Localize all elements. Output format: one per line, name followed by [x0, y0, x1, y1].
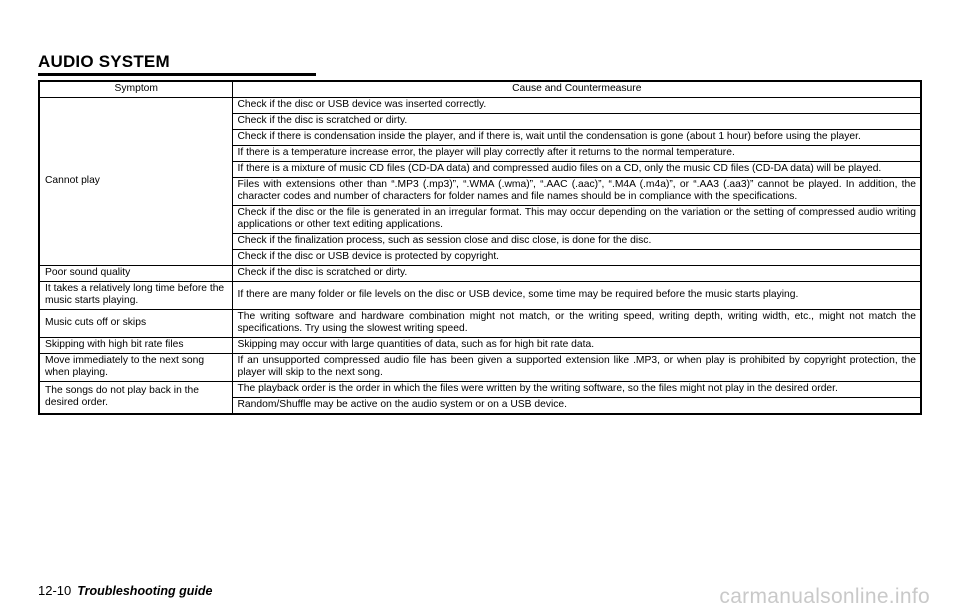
page-number: 12-10 [38, 583, 72, 598]
cause-cell: If there are many folder or file levels on the disc or USB device, some time may be required before the music starts playing. [232, 282, 921, 310]
table-row [39, 282, 921, 310]
troubleshooting-table [38, 80, 922, 415]
footer-section-name: Troubleshooting guide [77, 584, 213, 598]
cause-cell: If there is a temperature increase error, the player will play correctly after it returns to the normal temperature. [232, 146, 921, 162]
symptom-cell: It takes a relatively long time before the music starts playing. [39, 282, 232, 310]
symptom-cell: The songs do not play back in the desired order. [39, 382, 232, 415]
table-row [39, 338, 921, 354]
section-title-rule [38, 73, 316, 76]
column-header-cause: Cause and Countermeasure [232, 81, 921, 98]
cause-cell: Check if the disc or USB device is protected by copyright. [232, 250, 921, 266]
column-header-symptom: Symptom [39, 81, 232, 98]
cause-cell: Check if the finalization process, such as session close and disc close, is done for the disc. [232, 234, 921, 250]
symptom-cell: Music cuts off or skips [39, 310, 232, 338]
cause-cell: Check if the disc or USB device was inserted correctly. [232, 98, 921, 114]
table-row [39, 354, 921, 382]
cause-cell: Files with extensions other than “.MP3 (.mp3)”, “.WMA (.wma)”, “.AAC (.aac)”, “.M4A (.m4a)”, or “.AA3 (.aa3)” cannot be played. In addition, the character codes and number of characters for folder names and file names should be in compliance with the specifications. [232, 178, 921, 206]
symptom-cell: Move immediately to the next song when playing. [39, 354, 232, 382]
table-header-row [39, 81, 921, 98]
table-row [39, 266, 921, 282]
cause-cell: The writing software and hardware combination might not match, or the writing speed, writing depth, writing width, etc., might not match the specifications. Try using the slowest writing speed. [232, 310, 921, 338]
cause-cell: Skipping may occur with large quantities of data, such as for high bit rate data. [232, 338, 921, 354]
cause-cell: The playback order is the order in which the files were written by the writing software, so the files might not play in the desired order. [232, 382, 921, 398]
cause-cell: Check if the disc is scratched or dirty. [232, 266, 921, 282]
cause-cell: Check if the disc or the file is generated in an irregular format. This may occur depending on the variation or the setting of compressed audio writing applications or other text editing applications. [232, 206, 921, 234]
cause-cell: If an unsupported compressed audio file has been given a supported extension like .MP3, or when play is prohibited by copyright protection, the player will skip to the next song. [232, 354, 921, 382]
cause-cell: Check if the disc is scratched or dirty. [232, 114, 921, 130]
table-row [39, 382, 921, 398]
table-row [39, 98, 921, 114]
cause-cell: Random/Shuffle may be active on the audio system or on a USB device. [232, 398, 921, 415]
page-footer [38, 583, 212, 598]
symptom-cell: Cannot play [39, 98, 232, 266]
cause-cell: Check if there is condensation inside the player, and if there is, wait until the condensation is gone (about 1 hour) before using the player. [232, 130, 921, 146]
watermark: carmanualsonline.info [719, 585, 930, 608]
symptom-cell: Poor sound quality [39, 266, 232, 282]
cause-cell: If there is a mixture of music CD files (CD-DA data) and compressed audio files on a CD, only the music CD files (CD-DA data) will be played. [232, 162, 921, 178]
section-title: AUDIO SYSTEM [38, 52, 170, 71]
symptom-cell: Skipping with high bit rate files [39, 338, 232, 354]
table-row [39, 310, 921, 338]
